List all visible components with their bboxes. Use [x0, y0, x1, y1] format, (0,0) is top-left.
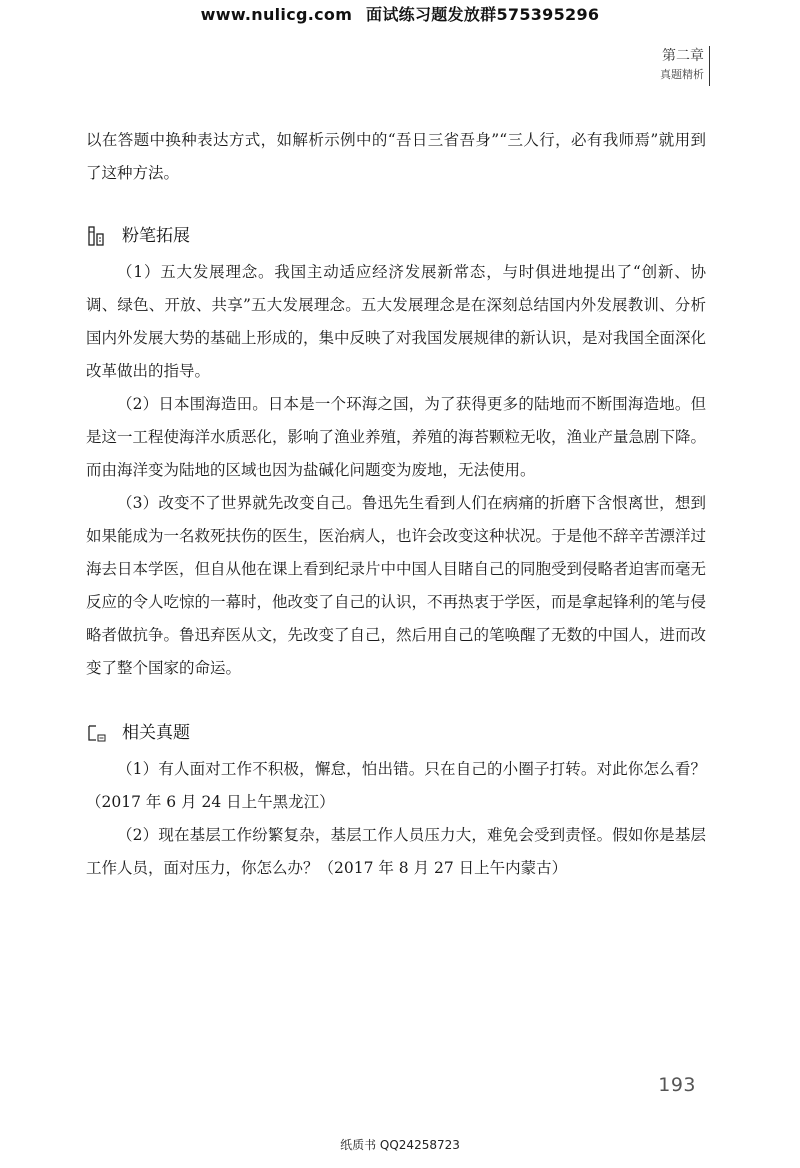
related-paragraph-1: （1）有人面对工作不积极，懈怠，怕出错。只在自己的小圈子打转。对此你怎么看？（2017 年 6 月 24 日上午黑龙江）: [86, 760, 706, 811]
intro-paragraph: 以在答题中换种表达方式，如解析示例中的“吾日三省吾身”“三人行，必有我师焉”就用到了这种方法。: [86, 131, 706, 182]
chapter-divider: [709, 46, 711, 86]
related-icon: [86, 722, 108, 744]
chalk-icon: [86, 225, 108, 247]
top-watermark: [0, 2, 800, 25]
expand-paragraph-3: （3）改变不了世界就先改变自己。鲁迅先生看到人们在病痛的折磨下含恨离世，想到如果能成为一名救死扶伤的医生，医治病人，也许会改变这种状况。于是他不辞辛苦漂洋过海去日本学医，但自从他在课上看到纪录片中中国人目睹自己的同胞受到侵略者迫害而毫无反应的令人吃惊的一幕时，他改变了自己的认识，不再热衷于学医，而是拿起锋利的笔与侵略者做抗争。鲁迅弃医从文，先改变了自己，然后用自己的笔唤醒了无数的中国人，进而改变了整个国家的命运。: [86, 494, 707, 677]
related-paragraph-2: （2）现在基层工作纷繁复杂，基层工作人员压力大，难免会受到责怪。假如你是基层工作人员，面对压力，你怎么办？（2017 年 8 月 27 日上午内蒙古）: [86, 826, 706, 877]
chapter-subtitle: 真题精析: [660, 68, 704, 81]
section-heading-related-label: 相关真题: [122, 722, 190, 743]
section-heading-expand: [86, 216, 706, 256]
watermark-text: 面试练习题发放群575395296: [366, 5, 600, 24]
chapter-header: [660, 46, 704, 84]
page-number: 193: [658, 1074, 696, 1096]
chapter-title: 第二章: [662, 48, 704, 64]
expand-paragraph-2: （2）日本围海造田。日本是一个环海之国，为了获得更多的陆地而不断围海造地。但是这一工程使海洋水质恶化，影响了渔业养殖，养殖的海苔颗粒无收，渔业产量急剧下降。而由海洋变为陆地的区域也因为盐碱化问题变为废地，无法使用。: [86, 395, 707, 479]
watermark-url: www.nulicg.com: [200, 5, 353, 24]
section-heading-related: [86, 713, 706, 753]
bottom-watermark: 纸质书 QQ24258723: [340, 1138, 460, 1152]
page-content: [86, 124, 706, 885]
section-heading-expand-label: 粉笔拓展: [122, 225, 190, 246]
expand-paragraph-1: （1）五大发展理念。我国主动适应经济发展新常态，与时俱进地提出了“创新、协调、绿色、开放、共享”五大发展理念。五大发展理念是在深刻总结国内外发展教训、分析国内外发展大势的基础上形成的，集中反映了对我国发展规律的新认识，是对我国全面深化改革做出的指导。: [86, 263, 707, 380]
